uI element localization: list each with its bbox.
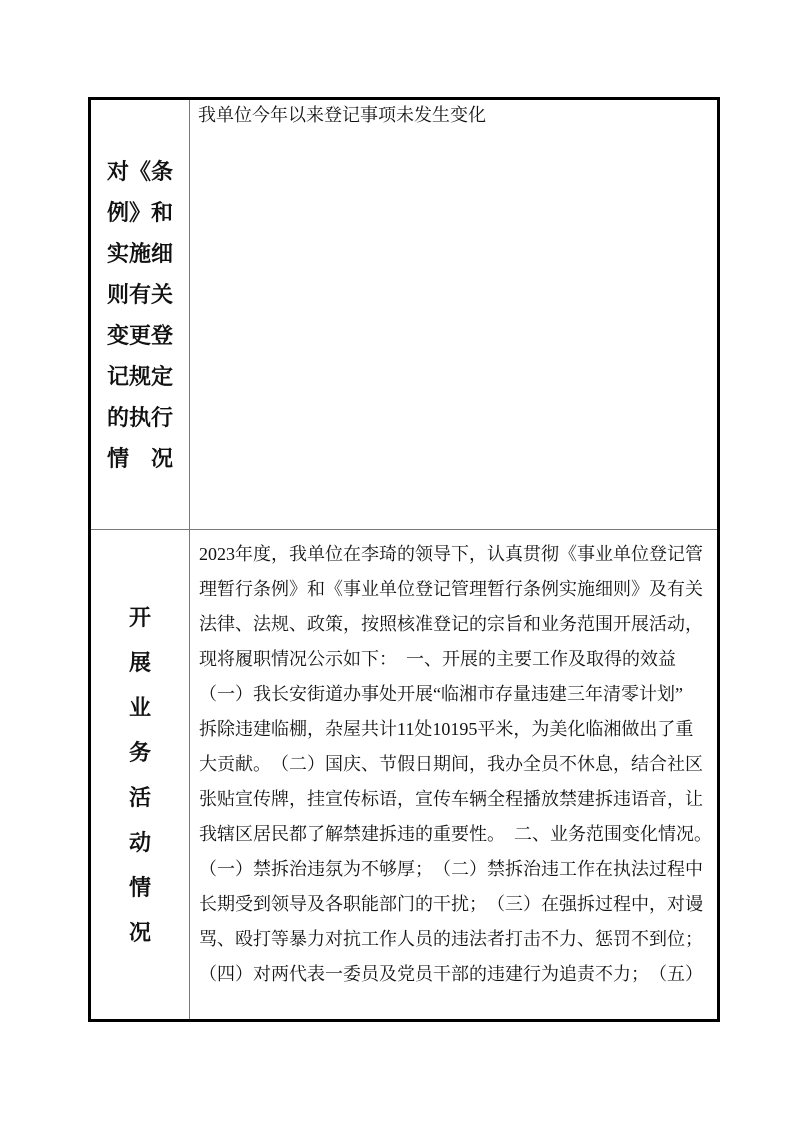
row1-label-line: 的执行	[106, 404, 173, 430]
row2-content-line: 理暂行条例》和《事业单位登记管理暂行条例实施细则》及有关	[199, 579, 703, 599]
row1-label-line: 情 况	[106, 445, 173, 471]
row2-content-line: 骂、殴打等暴力对抗工作人员的违法者打击不力、惩罚不到位；	[199, 929, 703, 949]
row1-label-line: 例》和	[106, 199, 173, 225]
row2-label-char: 务	[128, 739, 151, 765]
row2-label-char: 情	[128, 874, 151, 900]
row1-label-line: 则有关	[106, 281, 173, 307]
row1-label-line: 变更登	[106, 322, 173, 348]
row2-content-line: 法律、法规、政策，按照核准登记的宗旨和业务范围开展活动，	[199, 614, 703, 634]
row2-content-line: （四）对两代表一委员及党员干部的违建行为追责不力； （五）	[199, 964, 703, 984]
row2-content-line: 拆除违建临棚，杂屋共计11处10195平米，为美化临湘做出了重	[199, 719, 694, 739]
row2-content-cell	[190, 530, 717, 1019]
row2-label-char: 况	[128, 919, 151, 945]
row1-label-line: 记规定	[106, 363, 173, 389]
row2-content-line: （一）禁拆治违氛为不够厚； （二）禁拆治违工作在执法过程中	[199, 859, 703, 879]
row1-label-cell	[91, 100, 190, 530]
row2-label-char: 动	[128, 829, 151, 855]
row2-label-cell	[91, 530, 190, 1019]
row2-content-line: 2023年度，我单位在李琦的领导下，认真贯彻《事业单位登记管	[199, 544, 703, 564]
report-table	[88, 97, 720, 1022]
row2-content-line: 大贡献。 （二）国庆、节假日期间，我办全员不休息，结合社区	[199, 754, 703, 774]
row1-content-cell	[190, 100, 717, 530]
row2-content-line: 现将履职情况公示如下： 一、开展的主要工作及取得的效益	[199, 649, 676, 669]
row2-label-char: 开	[128, 604, 151, 630]
row2-label-char: 展	[128, 649, 151, 675]
row2-label-char: 业	[128, 694, 151, 720]
row2-content-line: 长期受到领导及各职能部门的干扰； （三）在强拆过程中，对谩	[199, 894, 703, 914]
row2-content-line: 张贴宣传牌，挂宣传标语，宣传车辆全程播放禁建拆违语音，让	[199, 789, 703, 809]
row1-label-line: 对《条	[106, 158, 173, 184]
row1-content-text: 我单位今年以来登记事项未发生变化	[198, 105, 486, 125]
row2-content-line: 我辖区居民都了解禁建拆违的重要性。 二、业务范围变化情况。	[199, 824, 712, 844]
row1-label	[107, 151, 173, 479]
row2-label	[129, 595, 151, 955]
row2-label-char: 活	[128, 784, 151, 810]
row1-label-line: 实施细	[106, 240, 173, 266]
row2-content-line: （一）我长安街道办事处开展“临湘市存量违建三年清零计划”	[199, 684, 683, 704]
